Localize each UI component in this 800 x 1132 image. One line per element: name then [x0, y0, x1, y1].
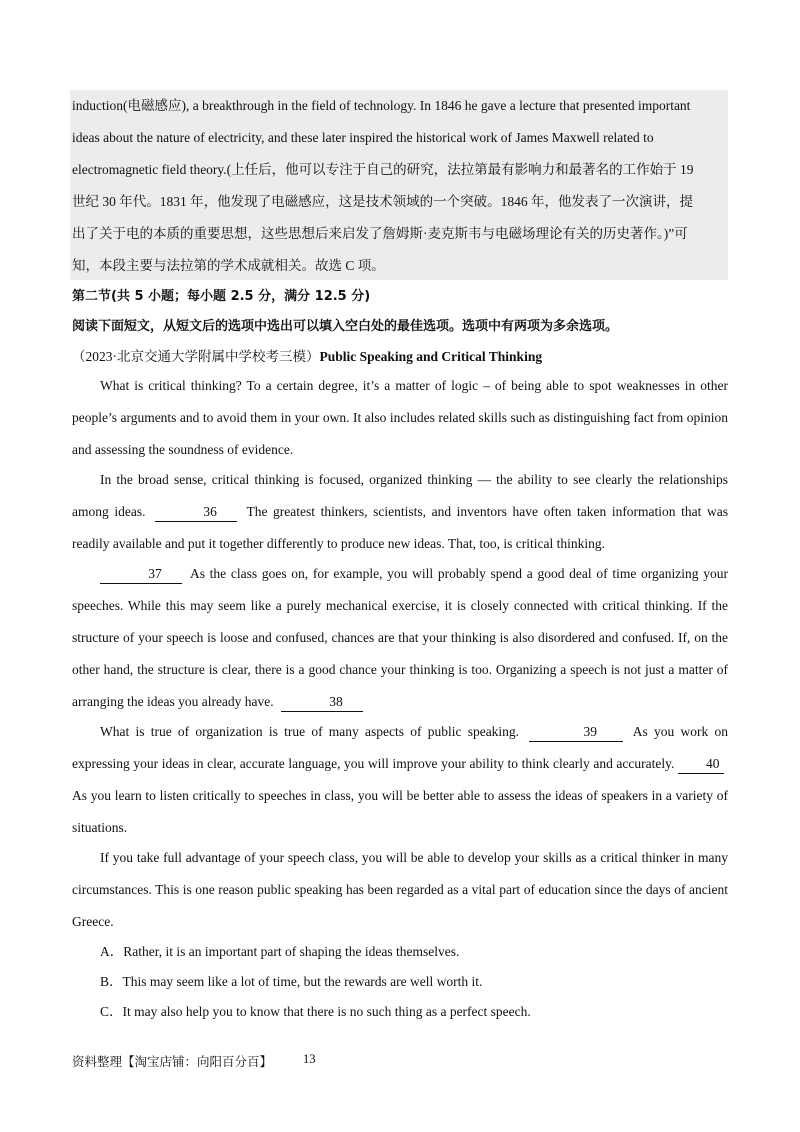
explanation-line: 出了关于电的本质的重要思想，这些思想后来启发了詹姆斯·麦克斯韦与电磁场理论有关的历史著作。)”可 — [72, 226, 688, 241]
paragraph-4-text-c: As you learn to listen critically to speeches in class, you will be better able to assess the ideas of speakers in a variety of situations. — [72, 788, 728, 835]
passage-title: Public Speaking and Critical Thinking — [319, 349, 543, 364]
blank-38[interactable]: 38 — [281, 693, 363, 712]
section-heading: 第二节(共 5 小题；每小题 2.5 分，满分 12.5 分) — [72, 289, 371, 304]
explanation-line: 知，本段主要与法拉第的学术成就相关。故选 C 项。 — [72, 258, 385, 273]
paragraph-2-text-b: The greatest thinkers, scientists, and inventors have often taken information that was readily available and put it together differently to produce new ideas. That, too, is critical thinking. — [72, 504, 729, 551]
section-instruction: 阅读下面短文，从短文后的选项中选出可以填入空白处的最佳选项。选项中有两项为多余选项。 — [72, 319, 619, 334]
explanation-line: induction(电磁感应), a breakthrough in the field of technology. In 1846 he gave a lecture that presented important — [72, 98, 691, 113]
blank-37[interactable]: 37 — [100, 565, 182, 584]
paragraph-4 — [72, 716, 728, 844]
paragraph-5: If you take full advantage of your speech class, you will be able to develop your skills as a critical thinker in many circumstances. This is one reason public speaking has been regarded as a vital part of education since the days of ancient Greece. — [72, 850, 728, 929]
paragraph-2-text-a: In the broad sense, critical thinking is focused, organized thinking — the ability to see clearly the relationships among ideas. — [72, 472, 728, 519]
blank-40[interactable]: 40 — [678, 755, 724, 774]
passage-source-line — [72, 342, 728, 372]
paragraph-4-text-b: As you work on expressing your ideas in clear, accurate language, you will improve your ability to think clearly and accurately. — [72, 724, 728, 771]
explanation-line: ideas about the nature of electricity, and these later inspired the historical work of James Maxwell related to — [72, 130, 654, 145]
explanation-text — [72, 90, 728, 282]
passage-source: （2023·北京交通大学附属中学校考三模） — [72, 349, 320, 364]
explanation-line: electromagnetic field theory.(上任后，他可以专注于自己的研究，法拉第最有影响力和最著名的工作始于 19 — [72, 162, 694, 177]
option-b[interactable]: B．This may seem like a lot of time, but the rewards are well worth it. — [100, 974, 483, 989]
paragraph-2 — [72, 464, 728, 560]
paragraph-3 — [72, 558, 728, 718]
option-a[interactable]: A．Rather, it is an important part of shaping the ideas themselves. — [100, 944, 460, 959]
blank-36[interactable]: 36 — [155, 503, 237, 522]
blank-39[interactable]: 39 — [529, 723, 623, 742]
paragraph-3-text: As the class goes on, for example, you will probably spend a good deal of time organizing your speeches. While this may seem like a purely mechanical exercise, it is closely connected with critical thinking. If the structure of your speech is loose and confused, chances are that your thinking is also disordered and confused. If, on the other hand, the structure is clear, there is a good chance your thinking is too. Organizing a speech is not just a matter of arranging the ideas you already have. — [72, 566, 728, 709]
paragraph-1: What is critical thinking? To a certain degree, it’s a matter of logic – of being able to spot weaknesses in other people’s arguments and to avoid them in your own. It also includes related skills such as distinguishing fact from opinion and assessing the soundness of evidence. — [72, 378, 728, 457]
option-c[interactable]: C．It may also help you to know that there is no such thing as a perfect speech. — [100, 1004, 531, 1019]
page-number: 13 — [303, 1052, 316, 1066]
paragraph-4-text-a: What is true of organization is true of many aspects of public speaking. — [100, 724, 520, 739]
explanation-line: 世纪 30 年代。1831 年，他发现了电磁感应，这是技术领域的一个突破。1846 年，他发表了一次演讲，提 — [72, 194, 693, 209]
footer-source: 资料整理【淘宝店铺：向阳百分百】 — [72, 1055, 273, 1069]
